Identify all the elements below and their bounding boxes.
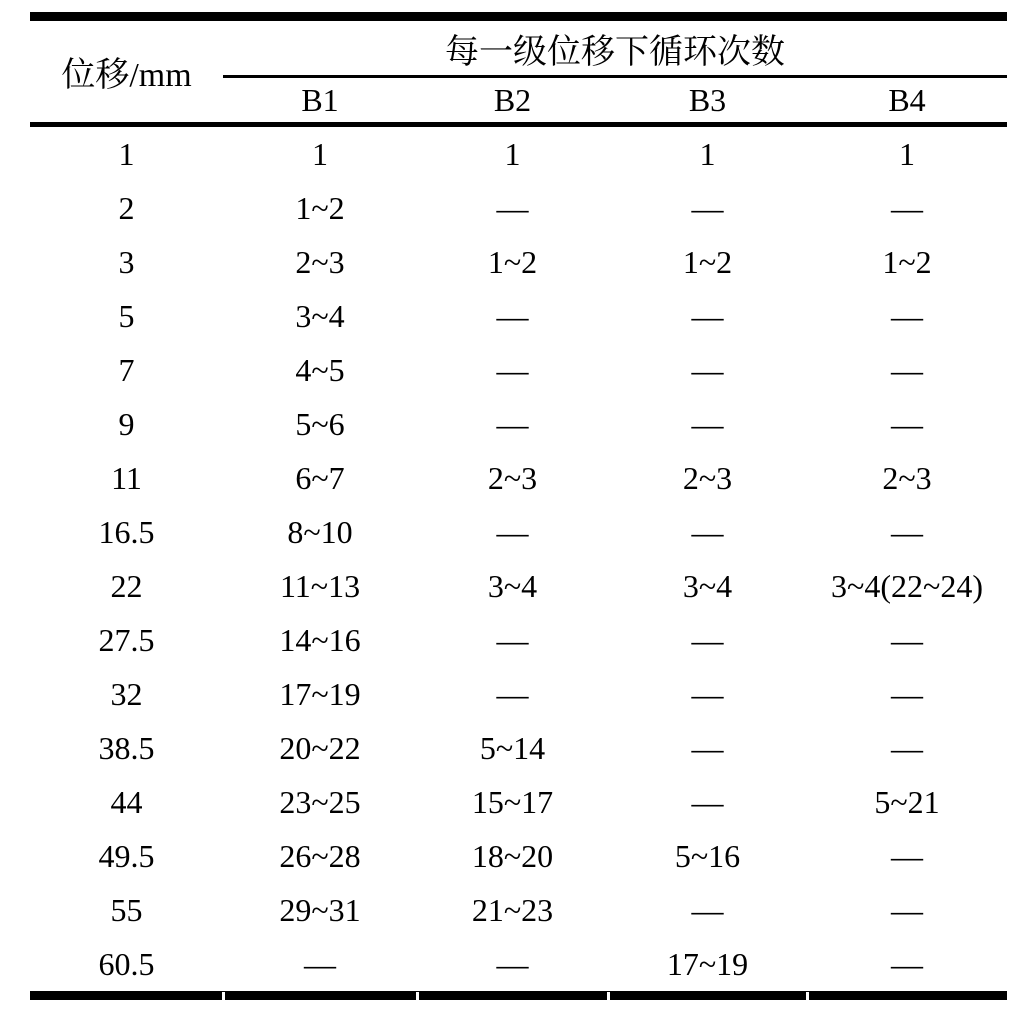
- cycles-cell-b3: —: [691, 675, 724, 712]
- sub-header-b4: B4: [807, 77, 1007, 125]
- cycles-cell-b1: 4~5: [295, 351, 345, 388]
- table-row: [30, 667, 1007, 721]
- cycles-cell-b2: —: [496, 351, 529, 388]
- cycles-cell-b2: 3~4: [487, 567, 538, 604]
- cycles-cell-b4: —: [891, 351, 923, 388]
- displacement-cell: 38.5: [98, 729, 155, 766]
- table-row: [30, 721, 1007, 775]
- cycles-cell-b1: 29~31: [279, 891, 361, 928]
- cycles-cell-b4: 1~2: [882, 243, 932, 280]
- cycles-cell-b3: —: [691, 297, 724, 334]
- cycles-cell-b1: 20~22: [279, 729, 361, 766]
- table-row: [30, 559, 1007, 613]
- cycles-cell-b2: —: [496, 297, 529, 334]
- bottom-rule-notch: [416, 992, 419, 1003]
- table-row: [30, 181, 1007, 235]
- sub-header-b1: B1: [223, 77, 417, 125]
- displacement-cell: 49.5: [98, 837, 155, 874]
- cycles-cell-b1: 1: [312, 135, 328, 172]
- cycles-cell-b2: 2~3: [487, 459, 538, 496]
- table-row: [30, 883, 1007, 937]
- cycles-cell-b4: 1: [899, 135, 915, 172]
- table-row: [30, 505, 1007, 559]
- cycles-cell-b3: —: [691, 189, 724, 226]
- cycles-cell-b2: —: [496, 621, 529, 658]
- cycles-cell-b4: 5~21: [874, 783, 940, 820]
- displacement-cell: 3: [118, 243, 135, 280]
- cycles-cell-b4: —: [891, 891, 923, 928]
- displacement-cell: 16.5: [98, 513, 155, 550]
- cycles-cell-b4: —: [891, 189, 923, 226]
- displacement-cell: 55: [110, 891, 143, 928]
- cycles-cell-b1: 2~3: [295, 243, 345, 280]
- table-row: [30, 235, 1007, 289]
- cycles-cell-b3: 1: [699, 135, 716, 172]
- table-row: [30, 451, 1007, 505]
- cycles-cell-b2: 18~20: [471, 837, 554, 874]
- cycles-cell-b2: 5~14: [479, 729, 546, 766]
- cycles-cell-b1: 17~19: [279, 675, 361, 712]
- table-row: [30, 937, 1007, 996]
- sub-header-b3: B3: [608, 77, 807, 125]
- displacement-cell: 22: [110, 567, 143, 604]
- displacement-header: 位移/mm: [30, 17, 223, 125]
- table-row: [30, 829, 1007, 883]
- table-row: [30, 613, 1007, 667]
- cycles-cell-b4: —: [891, 837, 923, 874]
- displacement-cell: 11: [111, 459, 142, 496]
- displacement-cell: 60.5: [30, 937, 223, 996]
- cycles-cell-b3: —: [691, 729, 724, 766]
- cycles-cell-b1: 11~13: [279, 567, 361, 604]
- cycles-cell-b1: —: [223, 937, 417, 996]
- cycles-cell-b3: —: [691, 891, 724, 928]
- cycles-cell-b1: 8~10: [287, 513, 353, 550]
- cycles-cell-b3: 17~19: [608, 937, 807, 996]
- displacement-cell: 9: [118, 405, 135, 442]
- cycles-cell-b3: 3~4: [682, 567, 733, 604]
- cycles-cell-b2: 21~23: [471, 891, 554, 928]
- table-header: [30, 17, 1007, 125]
- bottom-rule-notch: [607, 992, 610, 1003]
- cycles-cell-b3: 2~3: [682, 459, 733, 496]
- group-header: 每一级位移下循环次数: [223, 17, 1007, 77]
- cycles-cell-b4: —: [891, 675, 923, 712]
- displacement-cell: 32: [110, 675, 143, 712]
- cycles-cell-b4: 2~3: [882, 459, 932, 496]
- cycles-cell-b4: —: [891, 405, 923, 442]
- cycles-cell-b1: 3~4: [295, 297, 345, 334]
- cycles-cell-b3: 1~2: [682, 243, 733, 280]
- cycles-cell-b3: —: [691, 783, 724, 820]
- cycles-cell-b3: —: [691, 351, 724, 388]
- table-body: [30, 125, 1007, 996]
- displacement-cell: 5: [118, 297, 135, 334]
- cycles-cell-b2: —: [496, 405, 529, 442]
- cycles-table: [30, 12, 1007, 1000]
- displacement-cell: 7: [118, 351, 135, 388]
- cycles-cell-b4: —: [891, 621, 923, 658]
- cycles-cell-b4: 3~4(22~24): [831, 567, 983, 604]
- cycles-cell-b4: —: [891, 297, 923, 334]
- cycles-cell-b2: 1: [504, 135, 521, 172]
- displacement-cell: 1: [118, 135, 135, 172]
- cycles-cell-b3: —: [691, 405, 724, 442]
- cycles-cell-b3: —: [691, 513, 724, 550]
- header-row-group: [30, 17, 1007, 77]
- table-row: [30, 397, 1007, 451]
- cycles-cell-b4: —: [891, 729, 923, 766]
- cycles-cell-b4: —: [807, 937, 1007, 996]
- cycles-cell-b1: 23~25: [279, 783, 361, 820]
- cycles-cell-b3: —: [691, 621, 724, 658]
- sub-header-b2: B2: [417, 77, 608, 125]
- cycles-cell-b2: —: [496, 675, 529, 712]
- bottom-rule-notch: [806, 992, 809, 1003]
- table-row: [30, 775, 1007, 829]
- table-row: [30, 125, 1007, 182]
- cycles-cell-b1: 26~28: [279, 837, 361, 874]
- table-row: [30, 289, 1007, 343]
- displacement-cell: 2: [118, 189, 135, 226]
- cycles-cell-b2: —: [417, 937, 608, 996]
- cycles-cell-b1: 5~6: [295, 405, 345, 442]
- cycles-cell-b4: —: [891, 513, 923, 550]
- displacement-cell: 27.5: [98, 621, 155, 658]
- cycles-cell-b1: 6~7: [295, 459, 345, 496]
- cycles-cell-b3: 5~16: [674, 837, 741, 874]
- bottom-rule-notch: [222, 992, 225, 1003]
- displacement-cell: 44: [110, 783, 143, 820]
- table-row: [30, 343, 1007, 397]
- cycles-cell-b1: 1~2: [295, 189, 345, 226]
- cycles-cell-b2: 15~17: [471, 783, 554, 820]
- cycles-cell-b2: 1~2: [487, 243, 538, 280]
- cycles-cell-b1: 14~16: [279, 621, 361, 658]
- cycles-cell-b2: —: [496, 513, 529, 550]
- cycles-cell-b2: —: [496, 189, 529, 226]
